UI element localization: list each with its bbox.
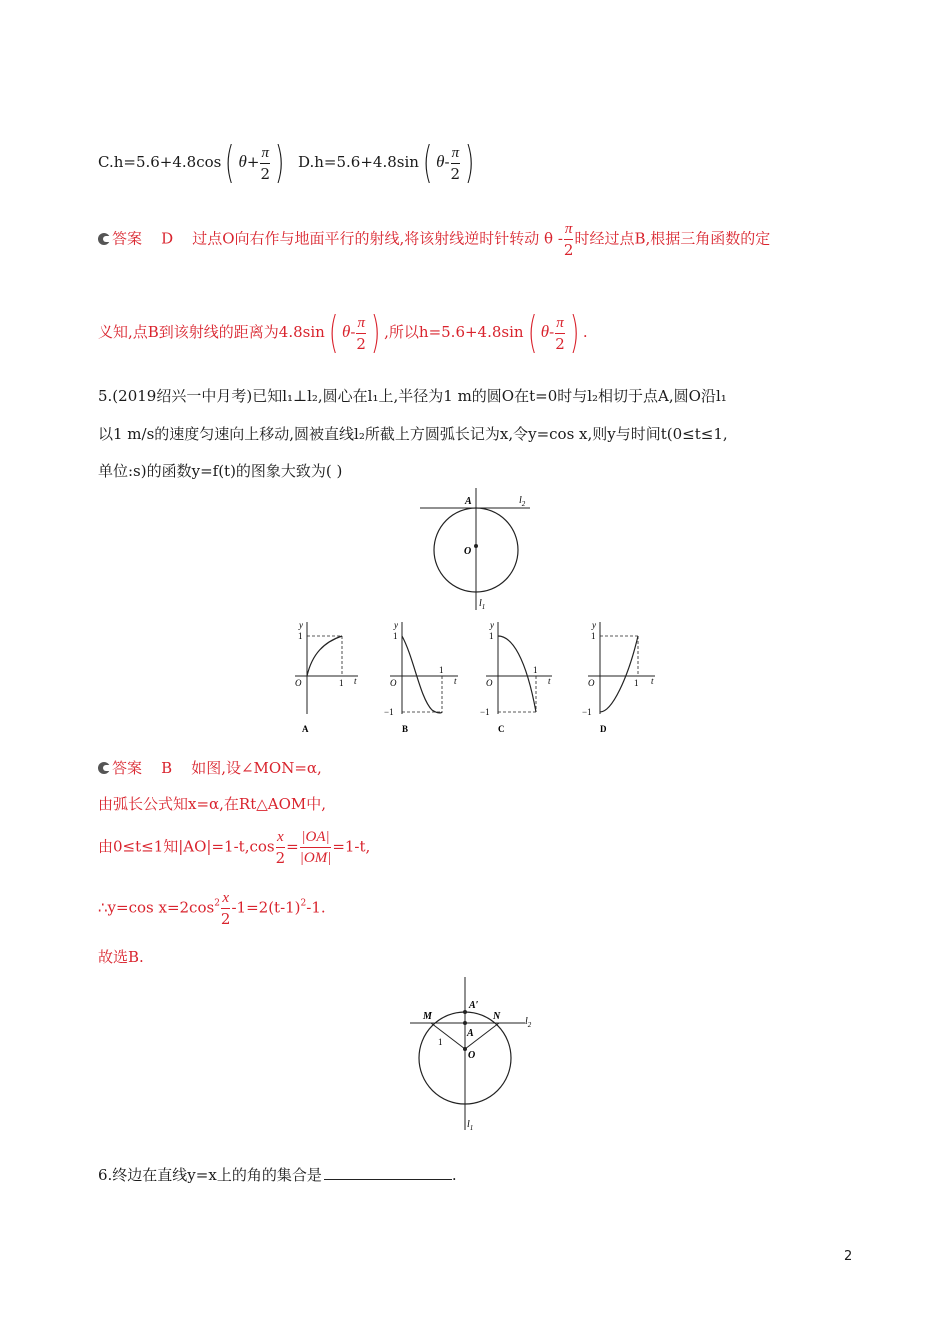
svg-text:B: B [402,724,409,734]
fraction-pi-over-2: $\frac{\pi}{2}$ [450,144,461,183]
answer5-text-3b: =1-t, [332,837,371,856]
q5-line1: 5.(2019绍兴一中月考)已知l₁⊥l₂,圆心在l₁上,半径为1 m的圆O在t=0时与l₂相切于点A,圆O沿l₁ [98,387,727,405]
svg-text:O: O [588,678,595,688]
svg-text:−1: −1 [480,707,490,717]
point-a-label: A [467,1028,474,1039]
answer-icon [98,762,110,774]
graph-a [295,620,358,734]
operator: - [549,323,555,341]
answer5-text-1: 如图,设∠MON=α, [191,759,322,777]
superscript: 2 [214,898,220,909]
fraction-pi-over-2: $\frac{\pi}{2}$ [356,314,366,353]
period: . [451,1166,457,1184]
svg-text:y: y [299,620,303,630]
answer-icon [98,233,110,245]
svg-text:t: t [548,676,551,686]
answer5-line2: 由弧长公式知x=α,在Rt△AOM中, [98,795,327,813]
graph-options [280,618,670,738]
svg-text:1: 1 [298,631,303,641]
answer4-line1 [98,219,770,260]
svg-text:−1: −1 [384,707,394,717]
equals: = [286,837,299,856]
paren-right: ) [370,307,381,358]
answer5-text-4c: -1. [306,898,326,917]
operator: - [350,323,356,341]
answer4-line2 [98,307,588,358]
graph-d [582,620,655,734]
svg-text:t: t [454,676,457,686]
svg-text:O: O [295,678,302,688]
answer4-tag: 答案 [112,229,143,248]
option-c-expr: h=5.6+4.8cos [113,153,222,171]
operator: + [246,153,260,171]
answer5-line5: 故选B. [98,948,144,966]
point-a-prime-label: A′ [469,1000,479,1011]
svg-text:y: y [490,620,494,630]
point-a-label: A [465,496,472,507]
page-number: 2 [844,1249,853,1264]
paren-right: ) [464,137,475,188]
svg-text:1: 1 [439,665,444,675]
answer4-text-c: 义知,点B到该射线的距离为4.8sin [98,323,325,341]
option-d [298,137,478,188]
fraction-pi-over-2: $\frac{\pi}{2}$ [260,144,271,183]
q6-line [98,1163,457,1186]
option-d-expr: h=5.6+4.8sin [314,153,419,171]
answer4-text-b: 时经过点B,根据三角函数的定 [574,229,771,248]
answer5-text-4a: ∴y=cos x=2cos [98,898,215,917]
fraction-pi-over-2: $\frac{\pi}{2}$ [555,314,565,353]
line-l1-label: $l_1$ [467,1119,474,1132]
answer5-line4 [98,888,326,929]
period: . [582,323,588,341]
svg-text:t: t [651,676,654,686]
fraction-pi-over-2: $\frac{\pi}{2}$ [563,221,574,259]
svg-text:D: D [600,724,607,734]
answer5-text-4b: -1=2(t-1) [231,898,301,917]
svg-text:O: O [486,678,493,688]
paren-right: ) [274,137,285,188]
point-m-label: M [423,1011,432,1022]
svg-text:1: 1 [393,631,398,641]
point-o-label: O [468,1050,476,1061]
q5-line3: 单位:s)的函数y=f(t)的图象大致为( ) [98,462,343,480]
answer5-choice: B [161,759,173,777]
option-c [98,137,288,188]
paren-left: ( [527,307,537,358]
theta: θ [436,152,445,171]
answer5-tag: 答案 [112,759,143,777]
graph-c [480,620,552,734]
svg-text:C: C [498,724,505,734]
radius-label: 1 [438,1037,443,1047]
answer4-text-d: ,所以h=5.6+4.8sin [384,323,524,341]
svg-text:1: 1 [634,678,639,688]
paren-right: ) [569,307,580,358]
paren-left: ( [422,137,433,188]
svg-text:1: 1 [339,678,344,688]
figure-circle-secant [405,975,540,1135]
option-c-label: C. [98,153,114,171]
fraction-x-over-2: $\frac{x}{2}$ [275,829,286,867]
line-l2-label: $l_2$ [519,495,526,508]
svg-text:1: 1 [489,631,494,641]
answer4-choice: D [161,229,174,248]
answer5-line1 [98,757,322,779]
answer4-text-a: 过点O向右作与地面平行的射线,将该射线逆时针转动 θ - [192,229,563,248]
option-d-label: D. [298,153,315,171]
svg-text:y: y [394,620,398,630]
line-l2-label: $l_2$ [525,1016,532,1029]
line-l1-label: $l_1$ [479,598,486,611]
answer5-line3 [98,827,370,868]
svg-text:A: A [302,724,309,734]
q6-text: 6.终边在直线y=x上的角的集合是 [98,1166,322,1184]
fraction-x-over-2: $\frac{x}{2}$ [220,890,231,928]
answer5-text-3a: 由0≤t≤1知|AO|=1-t,cos [98,837,275,856]
theta: θ [238,152,247,171]
superscript: 2 [300,898,307,909]
answer-blank[interactable] [324,1163,452,1180]
operator: - [444,153,450,171]
point-n-label: N [493,1011,501,1022]
svg-text:−1: −1 [582,707,592,717]
theta: θ [341,322,351,341]
paren-left: ( [225,137,235,188]
fraction-oa-over-om: $\frac{|OA|}{|OM|}$ [299,829,332,866]
svg-text:t: t [354,676,357,686]
point-o-label: O [464,546,472,557]
svg-text:y: y [592,620,596,630]
theta: θ [540,322,550,341]
figure-circle-tangent [415,488,535,616]
svg-text:1: 1 [591,631,596,641]
q5-line2: 以1 m/s的速度匀速向上移动,圆被直线l₂所截上方圆弧长记为x,令y=cos x,则y与时间t(0≤t≤1, [98,425,728,443]
paren-left: ( [328,307,339,358]
svg-text:O: O [390,678,397,688]
graph-b [384,620,458,734]
svg-text:1: 1 [533,665,538,675]
